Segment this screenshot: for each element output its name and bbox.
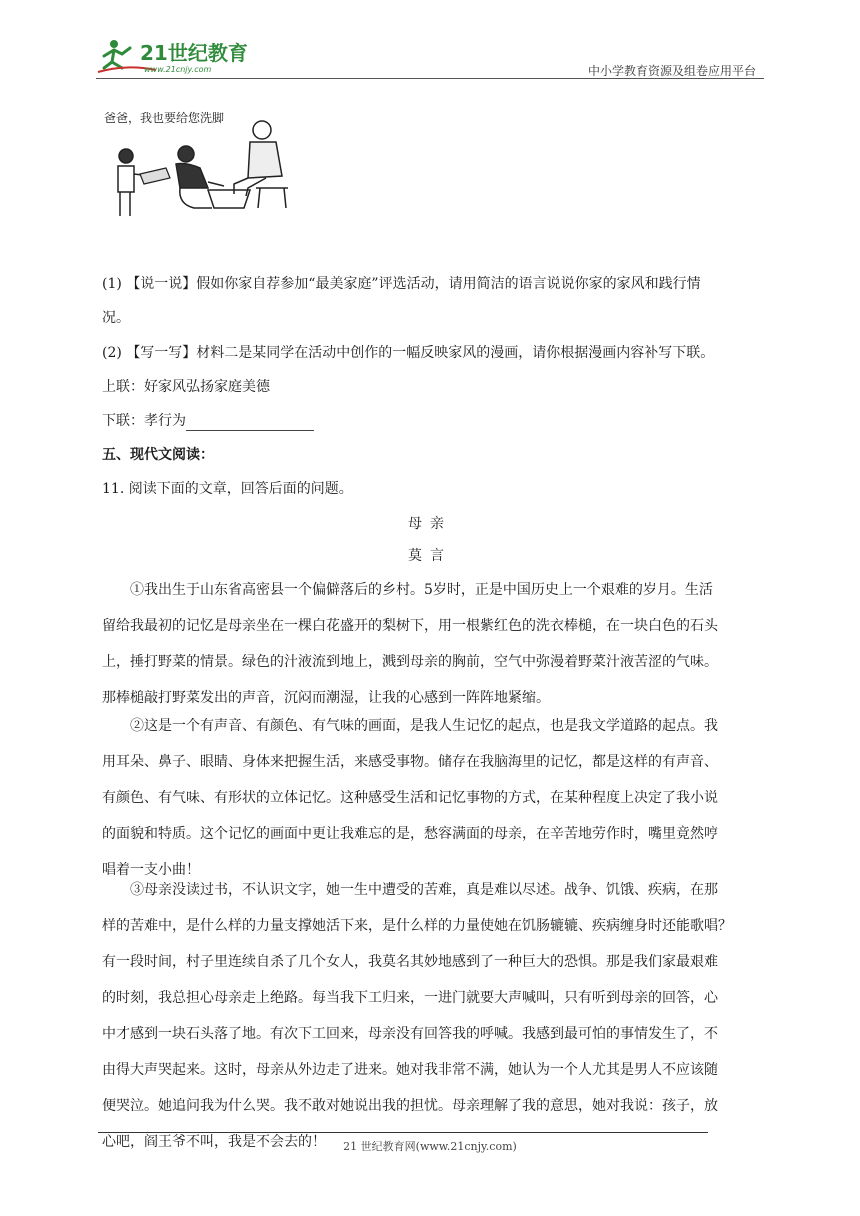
paragraph-line: 上，捶打野菜的情景。绿色的汁液流到地上，溅到母亲的胸前，空气中弥漫着野菜汁液苦涩的气味。: [102, 654, 718, 670]
paragraph-line: ③母亲没读过书，不认识文字，她一生中遭受的苦难，真是难以尽述。战争、饥饿、疾病，在那: [130, 882, 718, 898]
question-11: 11. 阅读下面的文章，回答后面的问题。: [102, 481, 353, 497]
page-header: [96, 32, 764, 80]
paragraph-line: 那棒槌敲打野菜发出的声音，沉闷而潮湿，让我的心感到一阵阵地紧缩。: [102, 690, 550, 706]
article-author: 莫言: [408, 548, 452, 564]
paragraph-3: [102, 872, 762, 1160]
paragraph-line: 便哭泣。她追问我为什么哭。我不敢对她说出我的担忧。母亲理解了我的意思，她对我说：孩子，放: [102, 1098, 718, 1114]
paragraph-line: 的时刻，我总担心母亲走上绝路。每当我下工归来，一进门就要大声喊叫，只有听到母亲的回答，心: [102, 990, 718, 1006]
answer-blank[interactable]: [186, 416, 314, 431]
question-1-line-1: (1) 【说一说】假如你家自荐参加“最美家庭”评选活动，请用简洁的语言说说你家的家风和践行情: [102, 276, 701, 292]
paragraph-line: 有一段时间，村子里连续自杀了几个女人，我莫名其妙地感到了一种巨大的恐惧。那是我们家最艰难: [102, 954, 718, 970]
logo-url: www.21cnjy.com: [144, 65, 212, 74]
header-divider: [96, 78, 764, 79]
cartoon-caption: 爸爸，我也要给您洗脚: [104, 111, 225, 125]
paragraph-line: 由得大声哭起来。这时，母亲从外边走了进来。她对我非常不满，她认为一个人尤其是男人不应该随: [102, 1062, 718, 1078]
article-title: 母亲: [408, 516, 452, 532]
site-logo: [96, 36, 256, 76]
paragraph-2: [102, 708, 762, 888]
logo-text: 21世纪教育: [140, 41, 248, 65]
question-2: (2) 【写一写】材料二是某同学在活动中创作的一幅反映家风的漫画，请你根据漫画内容补写下联。: [102, 345, 715, 361]
paragraph-1: [102, 572, 762, 716]
paragraph-line: 唱着一支小曲！: [102, 862, 200, 878]
paragraph-line: 中才感到一块石头落了地。有次下工回来，母亲没有回答我的呼喊。我感到最可怕的事情发生了，不: [102, 1026, 718, 1042]
paragraph-line: ①我出生于山东省高密县一个偏僻落后的乡村。5岁时，正是中国历史上一个艰难的岁月。生活: [130, 582, 713, 598]
paragraph-line: 用耳朵、鼻子、眼睛、身体来把握生活，来感受事物。储存在我脑海里的记忆，都是这样的有声音、: [102, 754, 718, 770]
footer-text[interactable]: 21 世纪教育网(www.21cnjy.com): [343, 1140, 517, 1153]
couplet-lower: [102, 411, 314, 431]
paragraph-line: 留给我最初的记忆是母亲坐在一棵白花盛开的梨树下，用一根紫红色的洗衣棒槌，在一块白色的石头: [102, 618, 718, 634]
family-cartoon: [100, 104, 300, 224]
paragraph-line: 有颜色、有气味、有形状的立体记忆。这种感受生活和记忆事物的方式，在某种程度上决定了我小说: [102, 790, 718, 806]
couplet-upper: 上联：好家风弘扬家庭美德: [102, 379, 270, 395]
paragraph-line: ②这是一个有声音、有颜色、有气味的画面，是我人生记忆的起点，也是我文学道路的起点。我: [130, 718, 718, 734]
paragraph-line: 样的苦难中，是什么样的力量支撑她活下来，是什么样的力量使她在饥肠辘辘、疾病缠身时还能歌唱？: [102, 918, 732, 934]
paragraph-line: 心吧，阎王爷不叫，我是不会去的！: [102, 1134, 326, 1150]
paragraph-line: 的面貌和特质。这个记忆的画面中更让我难忘的是，愁容满面的母亲，在辛苦地劳作时，嘴里竟然哼: [102, 826, 718, 842]
couplet-lower-label: 下联：孝行为: [102, 413, 186, 429]
platform-name: 中小学教育资源及组卷应用平台: [587, 64, 756, 78]
footer-divider: [98, 1132, 708, 1133]
section-heading: 五、现代文阅读：: [102, 447, 214, 463]
question-1-line-2: 况。: [102, 310, 130, 326]
